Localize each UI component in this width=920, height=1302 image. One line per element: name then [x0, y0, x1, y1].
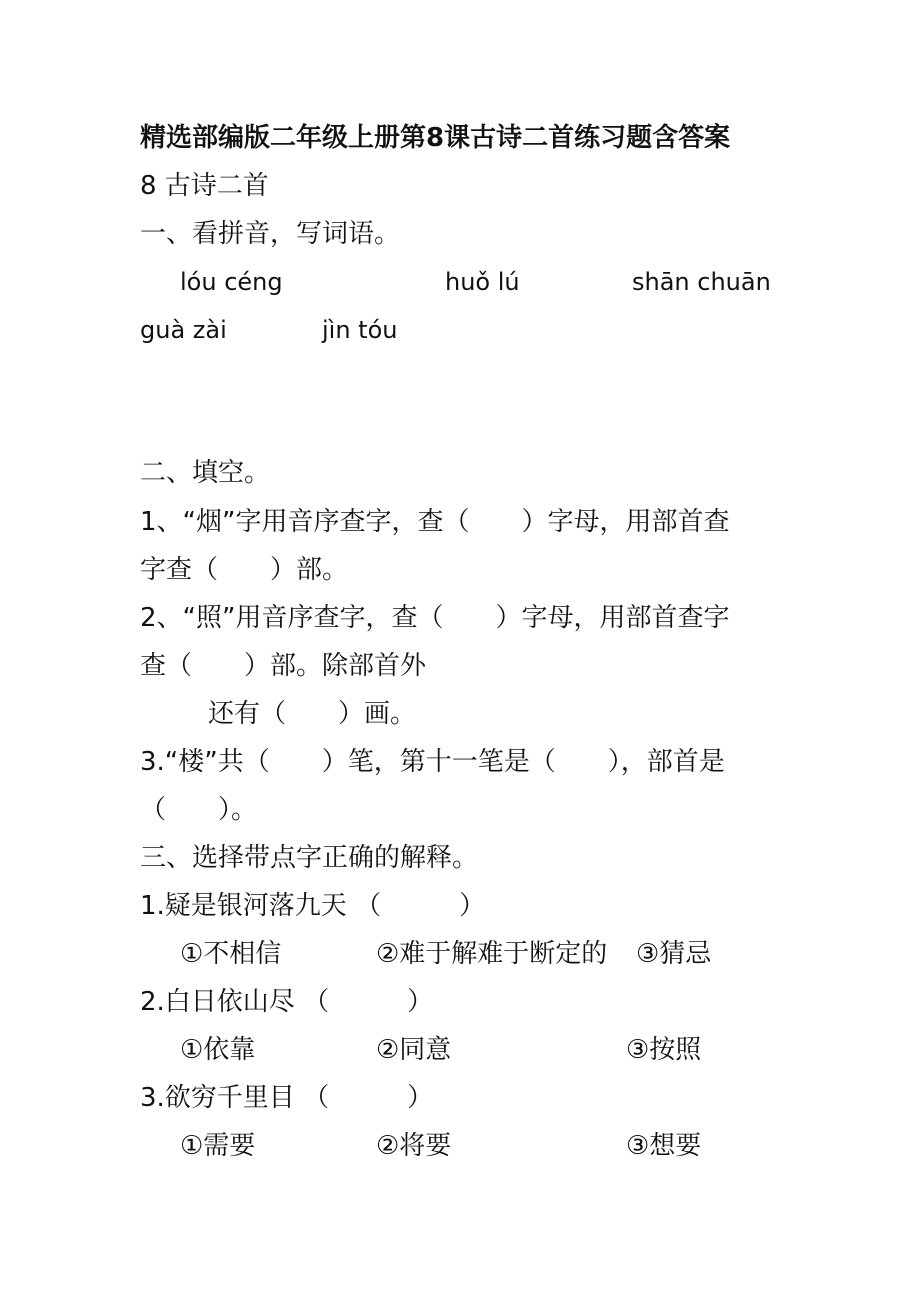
- section2-heading: 二、填空。: [140, 458, 271, 488]
- lesson-title: 8 古诗二首: [140, 171, 269, 201]
- option-item: ①需要: [180, 1131, 256, 1161]
- option-item: ②将要: [376, 1131, 452, 1161]
- section3-heading: 三、选择带点字正确的解释。: [140, 843, 479, 873]
- question-stem: 2.白日依山尽 （ ）: [140, 987, 434, 1017]
- pinyin-item: shān chuān: [632, 268, 771, 296]
- question-stem: 1.疑是银河落九天 （ ）: [140, 891, 486, 921]
- question-line: 字查（ ）部。: [140, 555, 349, 585]
- option-item: ②同意: [376, 1035, 452, 1065]
- pinyin-item: lóu céng: [180, 268, 283, 296]
- option-item: ①不相信: [180, 939, 282, 969]
- pinyin-item: huǒ lú: [445, 268, 520, 296]
- question-line: 3.“楼”共（ ）笔，第十一笔是（ ），部首是: [140, 747, 725, 777]
- option-item: ③按照: [626, 1035, 702, 1065]
- option-item: ③想要: [626, 1131, 702, 1161]
- question-stem: 3.欲穷千里目 （ ）: [140, 1083, 434, 1113]
- option-item: ①依靠: [180, 1035, 256, 1065]
- option-item: ②难于解难于断定的: [376, 939, 608, 969]
- pinyin-item: jìn tóu: [322, 316, 398, 344]
- question-line: 查（ ）部。除部首外: [140, 651, 427, 681]
- question-line: （ ）。: [140, 795, 258, 825]
- question-line: 2、“照”用音序查字，查（ ）字母，用部首查字: [140, 603, 730, 633]
- document-title: 精选部编版二年级上册第8课古诗二首练习题含答案: [140, 123, 731, 153]
- pinyin-item: guà zài: [140, 316, 227, 344]
- question-line: 1、“烟”字用音序查字，查（ ）字母，用部首查: [140, 507, 730, 537]
- option-item: ③猜忌: [636, 939, 712, 969]
- question-line: 还有（ ）画。: [208, 699, 417, 729]
- section1-heading: 一、看拼音，写词语。: [140, 219, 401, 249]
